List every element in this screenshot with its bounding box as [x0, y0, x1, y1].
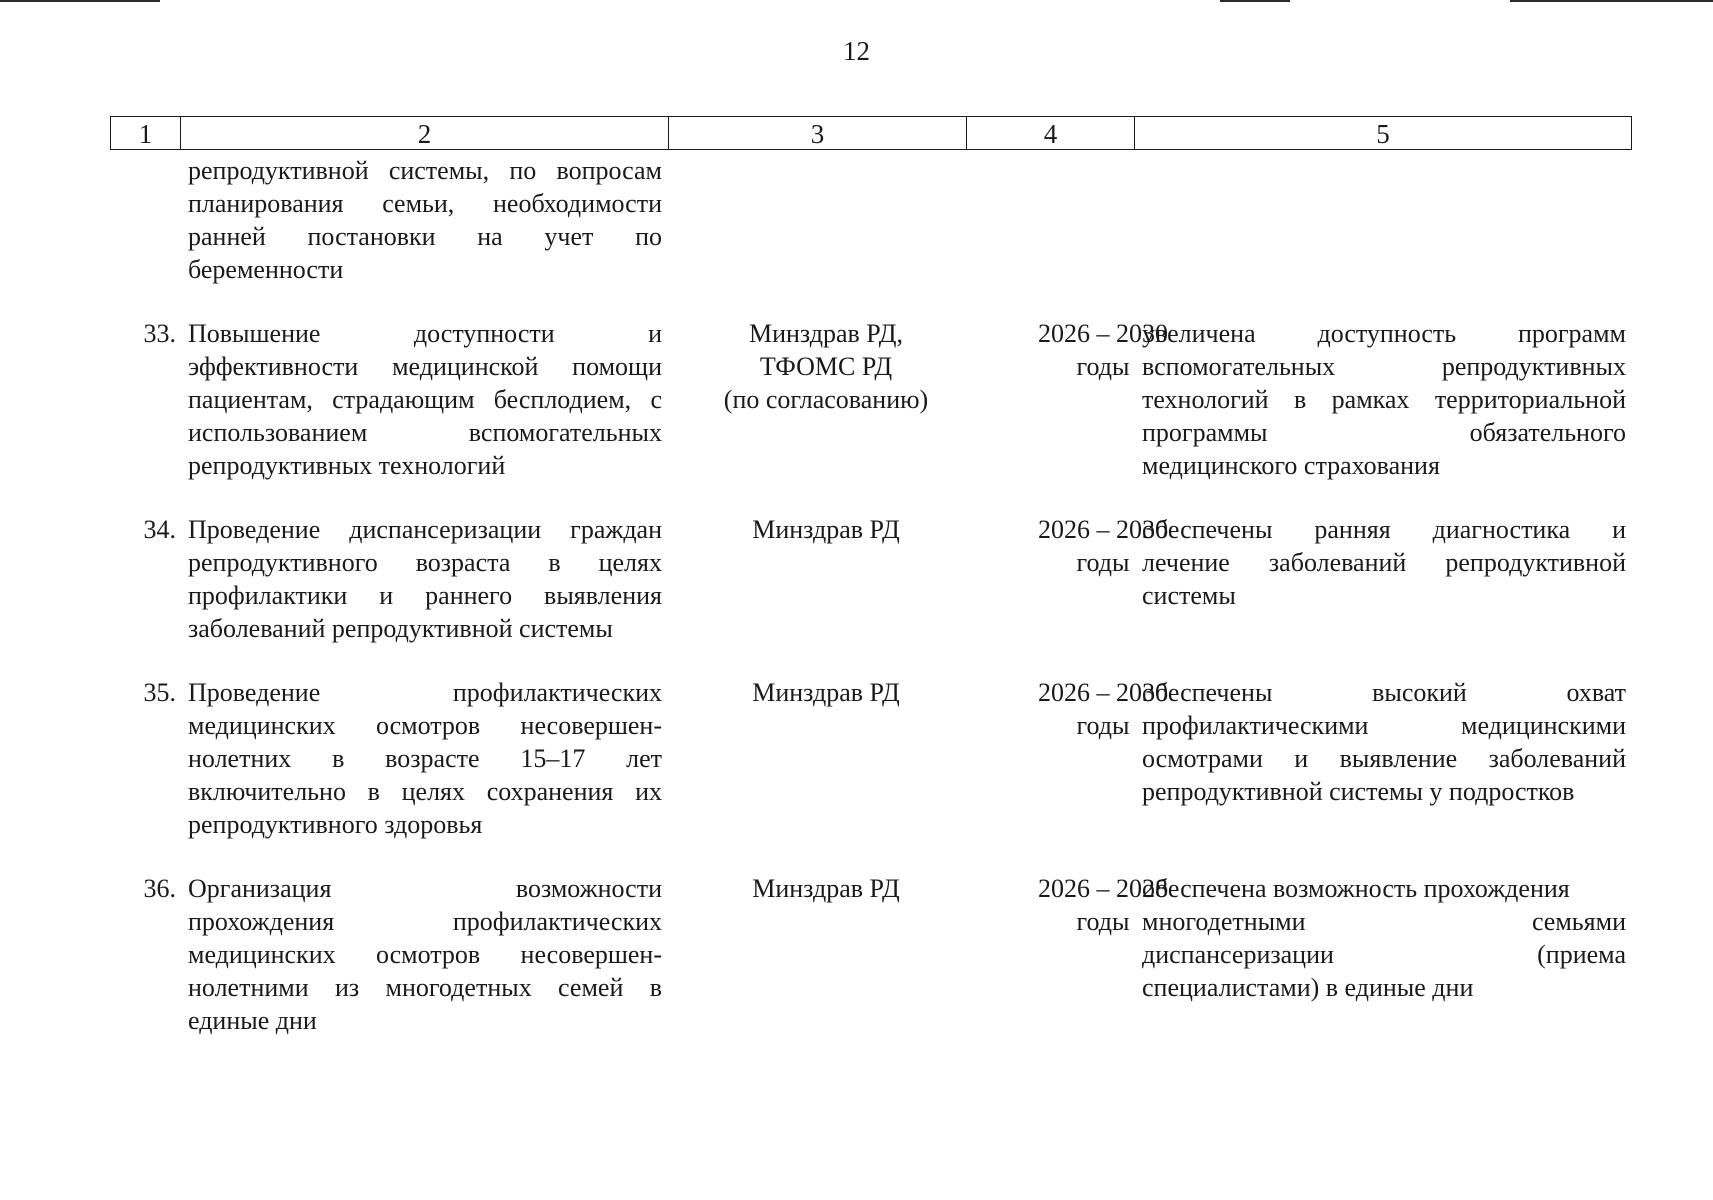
text-line: технологий в рамках территориальной — [1142, 385, 1626, 414]
text-line: (по согласованию) — [723, 385, 929, 414]
text-line: вспомогательных репродуктивных — [1142, 352, 1626, 381]
text-line: прохождения профилактических — [188, 907, 662, 936]
row-number: 34. — [143, 515, 176, 544]
text-line: репродуктивного здоровья — [188, 810, 483, 839]
text-line: 2026 – 2030 — [1038, 678, 1168, 707]
text-line: нолетними из многодетных семей в — [188, 973, 662, 1002]
text-line: годы — [1076, 548, 1130, 577]
text-line: Минздрав РД — [752, 678, 900, 707]
row-number: 35. — [143, 678, 176, 707]
row-description — [188, 872, 662, 1037]
scan-edge-line — [0, 0, 160, 2]
text-line: системы — [1142, 581, 1236, 610]
text-line: пациентам, страдающим бесплодием, с — [188, 385, 662, 414]
row-description — [188, 676, 662, 841]
scan-edge-line — [1220, 0, 1290, 2]
row-number: 36. — [143, 874, 176, 903]
text-line: годы — [1076, 711, 1130, 740]
text-line: единые дни — [188, 1006, 317, 1035]
text-line: Организация возможности — [188, 874, 662, 903]
row-description — [188, 154, 662, 286]
row-number: 33. — [143, 319, 176, 348]
text-line: репродуктивной системы, по вопросам — [188, 156, 662, 185]
row-responsible — [680, 317, 972, 416]
row-result — [1142, 513, 1626, 612]
text-line: репродуктивной системы у подростков — [1142, 777, 1575, 806]
text-line: осмотрами и выявление заболеваний — [1142, 744, 1626, 773]
text-line: использованием вспомогательных — [188, 418, 662, 447]
text-line: Проведение профилактических — [188, 678, 662, 707]
text-line: Проведение диспансеризации граждан — [188, 515, 662, 544]
text-line: 2026 – 2028 — [1038, 874, 1168, 903]
header-cell: 4 — [967, 117, 1135, 149]
row-result — [1142, 872, 1626, 1004]
page-number: 12 — [843, 36, 870, 66]
row-description — [188, 317, 662, 482]
row-responsible — [680, 676, 972, 709]
header-cell: 1 — [111, 117, 181, 149]
header-cell: 2 — [181, 117, 669, 149]
text-line: репродуктивного возраста в целях — [188, 548, 662, 577]
row-result — [1142, 676, 1626, 808]
text-line: эффективности медицинской помощи — [188, 352, 662, 381]
row-description — [188, 513, 662, 645]
text-line: специалистами) в единые дни — [1142, 973, 1474, 1002]
text-line: многодетными семьями — [1142, 907, 1626, 936]
text-line: увеличена доступность программ — [1142, 319, 1626, 348]
text-line: обеспечены ранняя диагностика и — [1142, 515, 1626, 544]
header-cell: 5 — [1376, 119, 1390, 149]
text-line: планирования семьи, необходимости — [188, 189, 662, 218]
text-line: репродуктивных технологий — [188, 451, 506, 480]
text-line: 2026 – 2030 — [1038, 319, 1168, 348]
text-line: Минздрав РД, — [748, 319, 904, 348]
text-line: Минздрав РД — [752, 874, 900, 903]
text-line: 2026 – 2030 — [1038, 515, 1168, 544]
text-line: медицинских осмотров несовершен- — [188, 711, 662, 740]
text-line: беременности — [188, 255, 344, 284]
row-result — [1142, 317, 1626, 482]
scan-edge-line — [1510, 0, 1713, 2]
text-line: обеспечена возможность прохождения — [1142, 874, 1570, 903]
text-line: годы — [1076, 352, 1130, 381]
text-line: Минздрав РД — [752, 515, 900, 544]
text-line: медицинского страхования — [1142, 451, 1440, 480]
text-line: медицинских осмотров несовершен- — [188, 940, 662, 969]
text-line: ранней постановки на учет по — [188, 222, 662, 251]
text-line: профилактики и раннего выявления — [188, 581, 662, 610]
row-responsible — [680, 513, 972, 546]
text-line: лечение заболеваний репродуктивной — [1142, 548, 1626, 577]
row-responsible — [680, 872, 972, 905]
text-line: профилактическими медицинскими — [1142, 711, 1626, 740]
text-line: обеспечены высокий охват — [1142, 678, 1626, 707]
text-line: Повышение доступности и — [188, 319, 662, 348]
text-line: диспансеризации (приема — [1142, 940, 1626, 969]
text-line: заболеваний репродуктивной системы — [188, 614, 613, 643]
text-line: нолетних в возрасте 15–17 лет — [188, 744, 662, 773]
header-cell: 3 — [669, 117, 967, 149]
text-line: годы — [1076, 907, 1130, 936]
text-line: ТФОМС РД — [759, 352, 893, 381]
table-header — [110, 116, 1632, 150]
text-line: включительно в целях сохранения их — [188, 777, 662, 806]
text-line: программы обязательного — [1142, 418, 1626, 447]
